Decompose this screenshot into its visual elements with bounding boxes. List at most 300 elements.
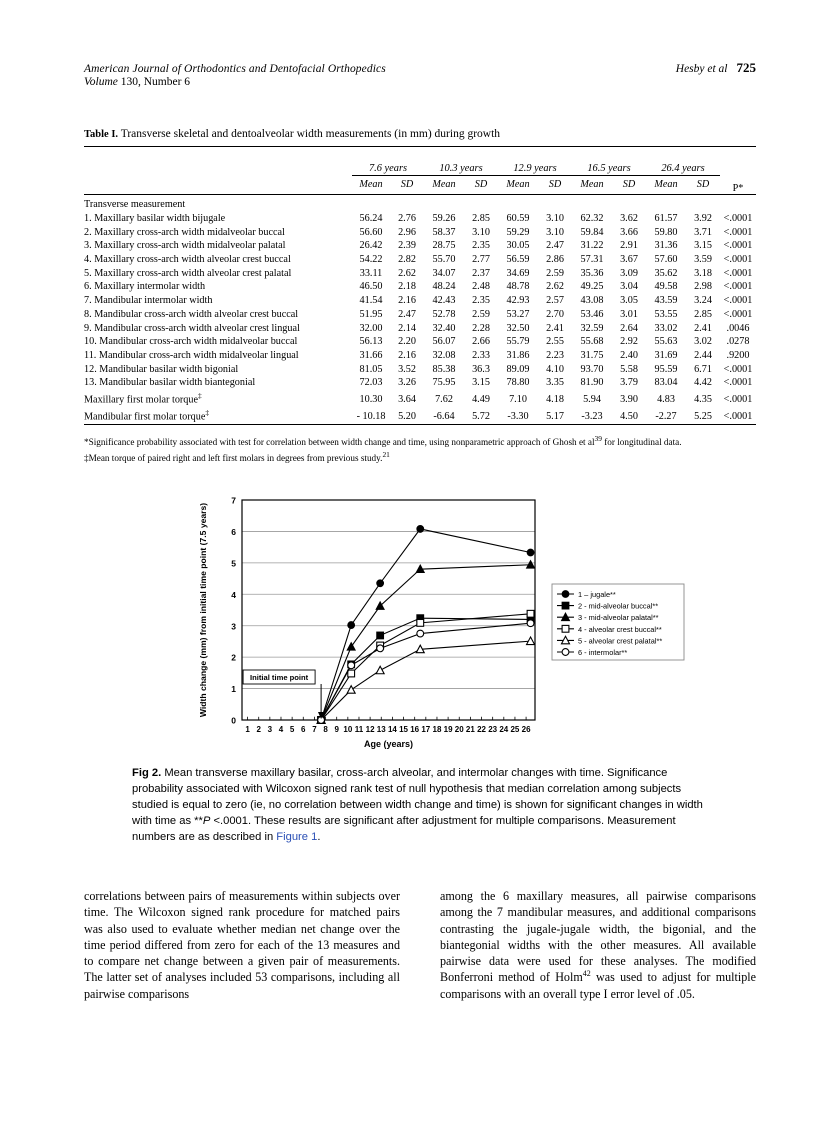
cell-sd: 4.35 — [694, 394, 712, 406]
table-subheader-row — [84, 176, 756, 195]
cell-mean: 41.54 — [359, 295, 383, 307]
cell-mean: 32.40 — [432, 322, 456, 334]
x-axis-tick-label: 18 — [432, 725, 442, 734]
cell-mean: 10.30 — [359, 394, 383, 406]
cell-sd: 2.47 — [398, 308, 416, 320]
cell-sd: 2.82 — [398, 254, 416, 266]
data-point-marker — [562, 591, 569, 598]
cell-p-value: <.0001 — [723, 213, 753, 225]
section-label: Transverse measurement — [84, 199, 186, 211]
cell-sd: 2.41 — [694, 322, 712, 334]
cell-mean: 81.05 — [359, 363, 383, 375]
cell-p-value: .0046 — [726, 322, 750, 334]
data-point-marker — [348, 670, 355, 677]
table-row — [84, 335, 756, 349]
cell-mean: 31.86 — [506, 349, 530, 361]
data-point-marker — [376, 666, 384, 674]
data-point-marker — [562, 649, 569, 656]
cell-sd: 3.90 — [620, 394, 638, 406]
x-axis-tick-label: 17 — [421, 725, 431, 734]
cell-sd: 3.18 — [694, 267, 712, 279]
cell-sd: 3.01 — [620, 308, 638, 320]
cell-mean: 32.08 — [432, 349, 456, 361]
y-axis-tick-label: 5 — [231, 558, 236, 569]
cell-p-value: <.0001 — [723, 411, 753, 423]
row-label: 8. Mandibular cross-arch width alveolar crest buccal — [84, 308, 299, 320]
cell-mean: 55.70 — [432, 254, 456, 266]
cell-p-value: <.0001 — [723, 240, 753, 252]
cell-sd: 2.86 — [546, 254, 564, 266]
cell-mean: 33.11 — [359, 267, 383, 279]
column-header-mean: Mean — [506, 179, 530, 190]
column-header-sd: SD — [548, 179, 562, 190]
data-point-marker — [527, 610, 534, 617]
x-axis-tick-label: 4 — [278, 725, 284, 734]
cell-mean: 31.75 — [580, 349, 604, 361]
table-row — [84, 280, 756, 294]
cell-sd: 4.18 — [546, 394, 564, 406]
row-label: Maxillary first molar torque‡ — [84, 390, 202, 406]
cell-mean: 83.04 — [654, 377, 678, 389]
y-axis-tick-label: 7 — [231, 495, 236, 506]
cell-sd: 3.71 — [694, 226, 712, 238]
cell-p-value: <.0001 — [723, 377, 753, 389]
cell-p-value: <.0001 — [723, 281, 753, 293]
cell-p-value: .9200 — [726, 349, 750, 361]
cell-p-value: <.0001 — [723, 295, 753, 307]
cell-mean: 30.05 — [506, 240, 530, 252]
cell-sd: 36.3 — [472, 363, 490, 375]
cell-p-value: <.0001 — [723, 267, 753, 279]
cell-mean: 51.95 — [359, 308, 383, 320]
cell-mean: 33.02 — [654, 322, 678, 334]
cell-mean: 55.63 — [654, 336, 678, 348]
cell-sd: 2.96 — [398, 226, 416, 238]
cell-mean: 32.50 — [506, 322, 530, 334]
data-point-marker — [417, 619, 424, 626]
y-axis-tick-label: 1 — [231, 684, 236, 695]
cell-mean: - 10.18 — [356, 411, 386, 423]
cell-p-value: <.0001 — [723, 363, 753, 375]
cell-mean: 31.66 — [359, 349, 383, 361]
cell-mean: 78.80 — [506, 377, 530, 389]
cell-mean: 55.68 — [580, 336, 604, 348]
row-label: 6. Maxillary intermolar width — [84, 281, 206, 293]
volume-number: 130, Number 6 — [120, 76, 191, 88]
x-axis-tick-label: 5 — [289, 725, 295, 734]
data-point-marker — [417, 526, 424, 533]
cell-sd: 2.70 — [546, 308, 564, 320]
legend-item-1 — [557, 590, 616, 599]
cell-mean: 31.36 — [654, 240, 678, 252]
cell-mean: 5.94 — [583, 394, 601, 406]
column-header-mean: Mean — [432, 179, 456, 190]
cell-mean: 49.25 — [580, 281, 604, 293]
column-header-sd: SD — [696, 179, 710, 190]
running-head — [84, 60, 756, 88]
column-header-mean: Mean — [359, 179, 383, 190]
cell-sd: 2.59 — [472, 308, 490, 320]
cell-mean: -3.23 — [581, 411, 603, 423]
cell-sd: 4.42 — [694, 377, 712, 389]
x-axis-tick-label: 25 — [510, 725, 520, 734]
x-axis-tick-label: 12 — [365, 725, 375, 734]
x-axis-tick-label: 3 — [267, 725, 273, 734]
y-axis-tick-label: 3 — [231, 621, 236, 632]
cell-sd: 2.55 — [546, 336, 564, 348]
cell-sd: 3.62 — [620, 213, 638, 225]
cell-sd: 2.85 — [694, 308, 712, 320]
cell-mean: 7.62 — [435, 394, 453, 406]
cell-mean: 31.69 — [654, 349, 678, 361]
row-label: 2. Maxillary cross-arch width midalveolar buccal — [84, 226, 285, 238]
cell-mean: 56.60 — [359, 226, 383, 238]
series-line — [321, 641, 530, 720]
cell-sd: 5.72 — [472, 411, 490, 423]
legend-label: 5 - alveolar crest palatal** — [578, 636, 663, 646]
x-axis-tick-label: 24 — [499, 725, 509, 734]
plot-frame — [242, 500, 535, 720]
cell-p-value: <.0001 — [723, 394, 753, 406]
age-group-header: 12.9 years — [498, 163, 572, 176]
x-axis-tick-label: 9 — [334, 725, 339, 734]
cell-mean: 56.59 — [506, 254, 530, 266]
cell-sd: 3.92 — [694, 213, 712, 225]
series-line — [321, 565, 530, 720]
data-point-marker — [377, 645, 384, 652]
authors-running-head: Hesby et al — [675, 63, 728, 75]
table-caption-text: Transverse skeletal and dentoalveolar width measurements (in mm) during growth — [120, 128, 501, 140]
cell-mean: 59.80 — [654, 226, 678, 238]
legend-label: 2 - mid-alveolar buccal** — [578, 601, 659, 611]
cell-mean: 43.08 — [580, 295, 604, 307]
data-point-marker — [347, 686, 355, 694]
body-text — [84, 888, 756, 1002]
cell-mean: 52.78 — [432, 308, 456, 320]
x-axis-tick-label: 15 — [399, 725, 408, 734]
figure-1-link[interactable]: Figure 1 — [276, 830, 318, 843]
table-row — [84, 294, 756, 308]
age-group-header: 7.6 years — [352, 163, 424, 176]
cell-mean: 58.37 — [432, 226, 456, 238]
cell-mean: 89.09 — [506, 363, 530, 375]
figure-caption-text-1: Mean transverse maxillary basilar, cross-arch alveolar, and intermolar changes with time. Significance probability associated with Wilcoxon signed rank test of null hypothesis that median correlation among subjects studied is equal to zero (ie, no correlation between width change and time) is shown for significant changes in width with time as ** — [132, 767, 703, 827]
figure-caption-text-2: <.0001. These results are significant after adjustment for multiple comparisons. Measurement numbers are as described in — [132, 814, 676, 843]
cell-sd: 2.62 — [546, 281, 564, 293]
cell-sd: 2.37 — [472, 267, 490, 279]
cell-sd: 2.92 — [620, 336, 638, 348]
cell-sd: 2.91 — [620, 240, 638, 252]
cell-mean: 59.26 — [432, 213, 456, 225]
cell-mean: 57.60 — [654, 254, 678, 266]
row-label: 3. Maxillary cross-arch width midalveolar palatal — [84, 240, 286, 252]
cell-mean: 53.27 — [506, 308, 530, 320]
cell-sd: 3.79 — [620, 377, 638, 389]
cell-mean: 75.95 — [432, 377, 456, 389]
data-point-marker — [377, 580, 384, 587]
x-axis-tick-label: 10 — [343, 725, 353, 734]
x-axis-title: Age (years) — [363, 739, 414, 749]
cell-sd: 2.35 — [472, 295, 490, 307]
column-header-mean: Mean — [654, 179, 678, 190]
x-axis-tick-label: 6 — [301, 725, 306, 734]
cell-mean: 48.24 — [432, 281, 456, 293]
legend-label: 6 - intermolar** — [578, 648, 628, 657]
body-column-right — [440, 888, 756, 1002]
volume-line — [84, 76, 756, 88]
reference-42: 42 — [582, 969, 591, 979]
data-point-marker — [377, 632, 384, 639]
cell-sd: 3.67 — [620, 254, 638, 266]
cell-sd: 2.14 — [398, 322, 416, 334]
table-row — [84, 349, 756, 363]
figure-2-caption — [132, 766, 708, 846]
legend-label: 1 – jugale** — [578, 590, 616, 599]
cell-sd: 2.35 — [472, 240, 490, 252]
cell-mean: 56.07 — [432, 336, 456, 348]
y-axis-title: Width change (mm) from initial time point (7.5 years) — [198, 502, 208, 718]
y-axis-tick-label: 2 — [231, 652, 236, 663]
table-row — [84, 376, 756, 390]
x-axis-tick-label: 20 — [454, 725, 464, 734]
cell-mean: 48.78 — [506, 281, 530, 293]
cell-mean: 42.43 — [432, 295, 456, 307]
journal-name: American Journal of Orthodontics and Dentofacial Orthopedics — [84, 63, 386, 75]
cell-sd: 2.33 — [472, 349, 490, 361]
table-footnote-1: *Significance probability associated with test for correlation between width change and time, using nonparametric approach of Ghosh et $al^{39}$ for longitudinal data. — [84, 433, 682, 447]
cell-sd: 2.16 — [398, 295, 416, 307]
cell-mean: -2.27 — [655, 411, 677, 423]
column-header-sd: SD — [400, 179, 414, 190]
data-point-marker — [527, 620, 534, 627]
cell-sd: 3.04 — [620, 281, 638, 293]
table-row — [84, 321, 756, 335]
body-column-left: correlations between pairs of measurements within subjects over time. The Wilcoxon signed rank procedure for matched pairs was also used to evaluate whether median net change over the time period differed from zero for each of the 13 measures and to compare net change between a given pair of measurements. The latter set of analyses included 53 comparisons, including all pairwise comparisons — [84, 889, 400, 1001]
cell-sd: 3.52 — [398, 363, 416, 375]
table-row — [84, 407, 756, 425]
cell-mean: 42.93 — [506, 295, 530, 307]
table-row — [84, 362, 756, 376]
x-axis-tick-label: 21 — [465, 725, 475, 734]
cell-mean: 53.46 — [580, 308, 604, 320]
cell-sd: 2.16 — [398, 349, 416, 361]
cell-sd: 2.28 — [472, 322, 490, 334]
cell-mean: 43.59 — [654, 295, 678, 307]
x-axis-tick-label: 7 — [312, 725, 317, 734]
cell-mean: 28.75 — [432, 240, 456, 252]
cell-sd: 2.23 — [546, 349, 564, 361]
x-axis-tick-label: 11 — [354, 725, 364, 734]
table-row — [84, 266, 756, 280]
x-axis-tick-label: 19 — [443, 725, 453, 734]
figure-label: Fig 2. — [132, 767, 162, 779]
cell-mean: 56.24 — [359, 213, 383, 225]
figure-caption-p-italic: P — [202, 814, 211, 827]
cell-sd: 3.02 — [694, 336, 712, 348]
cell-sd: 3.10 — [546, 226, 564, 238]
cell-sd: 5.17 — [546, 411, 564, 423]
cell-mean: 49.58 — [654, 281, 678, 293]
figure-caption-text-3: . — [317, 830, 321, 843]
row-label: 10. Mandibular cross-arch width midalveolar buccal — [84, 336, 298, 348]
row-label: 11. Mandibular cross-arch width midalveolar lingual — [84, 349, 299, 361]
data-point-marker — [347, 643, 355, 651]
cell-sd: 2.20 — [398, 336, 416, 348]
cell-sd: 2.62 — [398, 267, 416, 279]
row-label: 7. Mandibular intermolar width — [84, 295, 213, 307]
chart-legend — [552, 584, 684, 660]
cell-mean: -3.30 — [507, 411, 529, 423]
cell-mean: 72.03 — [359, 377, 383, 389]
y-axis-tick-label: 0 — [231, 715, 236, 726]
x-axis-tick-label: 14 — [387, 725, 397, 734]
cell-sd: 3.64 — [398, 394, 416, 406]
data-point-marker — [527, 637, 535, 645]
cell-mean: 34.69 — [506, 267, 530, 279]
data-point-marker — [348, 662, 355, 669]
annotation-label: Initial time point — [249, 673, 309, 682]
cell-mean: 62.32 — [580, 213, 604, 225]
cell-sd: 2.66 — [472, 336, 490, 348]
cell-mean: 85.38 — [432, 363, 456, 375]
cell-mean: 61.57 — [654, 213, 678, 225]
table-footnote-2: ‡Mean torque of paired right and left first molars in degrees from previous study.$^{21}$ — [84, 449, 390, 463]
cell-sd: 2.18 — [398, 281, 416, 293]
row-label: 4. Maxillary cross-arch width alveolar crest buccal — [84, 254, 291, 266]
data-point-marker — [348, 622, 355, 629]
table-age-header-row — [84, 163, 756, 176]
cell-mean: 53.55 — [654, 308, 678, 320]
table-row — [84, 239, 756, 253]
cell-mean: 56.13 — [359, 336, 383, 348]
cell-sd: 4.49 — [472, 394, 490, 406]
table-row — [84, 253, 756, 267]
cell-mean: 35.62 — [654, 267, 678, 279]
cell-mean: -6.64 — [433, 411, 455, 423]
cell-sd: 3.24 — [694, 295, 712, 307]
row-label: 13. Mandibular basilar width biantegonial — [84, 377, 256, 389]
cell-mean: 26.42 — [359, 240, 383, 252]
row-label: 9. Mandibular cross-arch width alveolar crest lingual — [84, 322, 300, 334]
cell-sd: 3.15 — [694, 240, 712, 252]
data-point-marker — [527, 549, 534, 556]
cell-sd: 6.71 — [694, 363, 712, 375]
table-row — [84, 308, 756, 322]
page-number: 725 — [736, 60, 756, 75]
cell-sd: 4.50 — [620, 411, 638, 423]
cell-sd: 2.41 — [546, 322, 564, 334]
chart-series-3 — [317, 561, 534, 724]
cell-sd: 5.25 — [694, 411, 712, 423]
cell-sd: 3.35 — [546, 377, 564, 389]
figure-2-chart — [190, 492, 690, 750]
cell-sd: 2.57 — [546, 295, 564, 307]
cell-mean: 32.59 — [580, 322, 604, 334]
cell-mean: 54.22 — [359, 254, 383, 266]
cell-sd: 4.10 — [546, 363, 564, 375]
row-label: Mandibular first molar torque‡ — [84, 408, 210, 423]
volume-word: Volume — [84, 76, 118, 88]
cell-mean: 55.79 — [506, 336, 530, 348]
cell-mean: 93.70 — [580, 363, 604, 375]
row-label: 5. Maxillary cross-arch width alveolar crest palatal — [84, 267, 292, 279]
age-group-header: 26.4 years — [646, 163, 720, 176]
initial-time-point-annotation — [243, 670, 324, 719]
cell-mean: 46.50 — [359, 281, 383, 293]
age-group-header: 10.3 years — [424, 163, 498, 176]
cell-mean: 81.90 — [580, 377, 604, 389]
y-axis-tick-label: 6 — [231, 527, 236, 538]
table-row — [84, 390, 756, 407]
line-chart — [190, 492, 690, 750]
x-axis-tick-label: 26 — [521, 725, 531, 734]
age-group-header: 16.5 years — [572, 163, 646, 176]
cell-sd: 2.39 — [398, 240, 416, 252]
data-point-marker — [562, 602, 569, 609]
cell-mean: 34.07 — [432, 267, 456, 279]
x-axis-tick-label: 2 — [256, 725, 261, 734]
cell-sd: 2.44 — [694, 349, 712, 361]
cell-p-value: <.0001 — [723, 308, 753, 320]
cell-sd: 3.05 — [620, 295, 638, 307]
body-right-part-2: was used to adjust for multiple comparisons with an overall type I error level of .05. — [440, 970, 756, 1001]
cell-mean: 31.22 — [580, 240, 604, 252]
cell-sd: 3.66 — [620, 226, 638, 238]
row-label: 12. Mandibular basilar width bigonial — [84, 363, 239, 375]
legend-label: 3 - mid-alveolar palatal** — [578, 613, 659, 623]
cell-sd: 2.59 — [546, 267, 564, 279]
column-header-sd: SD — [474, 179, 488, 190]
body-right-part-1: among the 6 maxillary measures, all pairwise comparisons among the 7 mandibular measures, and additional comparisons contrasting the jugale-jugale width, the bigonial, and the biantegonial widths with the other measures. All available pairwise data were used for these analyses. The modified Bonferroni method of Holm — [440, 889, 756, 985]
cell-sd: 3.10 — [472, 226, 490, 238]
cell-sd: 2.47 — [546, 240, 564, 252]
cell-mean: 95.59 — [654, 363, 678, 375]
cell-sd: 3.15 — [472, 377, 490, 389]
x-axis-tick-label: 23 — [488, 725, 498, 734]
cell-sd: 3.10 — [546, 213, 564, 225]
column-header-p: P* — [732, 183, 744, 194]
measurements-table — [84, 146, 756, 428]
cell-sd: 2.77 — [472, 254, 490, 266]
data-point-marker — [562, 625, 569, 632]
cell-mean: 59.84 — [580, 226, 604, 238]
cell-p-value: <.0001 — [723, 254, 753, 266]
x-axis-tick-label: 1 — [245, 725, 250, 734]
cell-mean: 4.83 — [657, 394, 675, 406]
y-axis-tick-label: 4 — [231, 589, 236, 600]
table-row — [84, 225, 756, 239]
cell-sd: 5.58 — [620, 363, 638, 375]
cell-mean: 32.00 — [359, 322, 383, 334]
cell-sd: 2.76 — [398, 213, 416, 225]
cell-sd: 2.40 — [620, 349, 638, 361]
cell-sd: 2.64 — [620, 322, 638, 334]
cell-sd: 2.98 — [694, 281, 712, 293]
legend-label: 4 - alveolar crest buccal** — [578, 624, 662, 634]
x-axis-tick-label: 22 — [477, 725, 486, 734]
cell-sd: 2.85 — [472, 213, 490, 225]
column-header-sd: SD — [622, 179, 636, 190]
x-axis-tick-label: 16 — [410, 725, 420, 734]
cell-mean: 59.29 — [506, 226, 530, 238]
cell-mean: 35.36 — [580, 267, 604, 279]
cell-mean: 7.10 — [509, 394, 527, 406]
cell-p-value: <.0001 — [723, 226, 753, 238]
table-caption — [84, 128, 756, 140]
data-point-marker — [417, 630, 424, 637]
table-label: Table I. — [84, 129, 119, 140]
cell-sd: 3.59 — [694, 254, 712, 266]
